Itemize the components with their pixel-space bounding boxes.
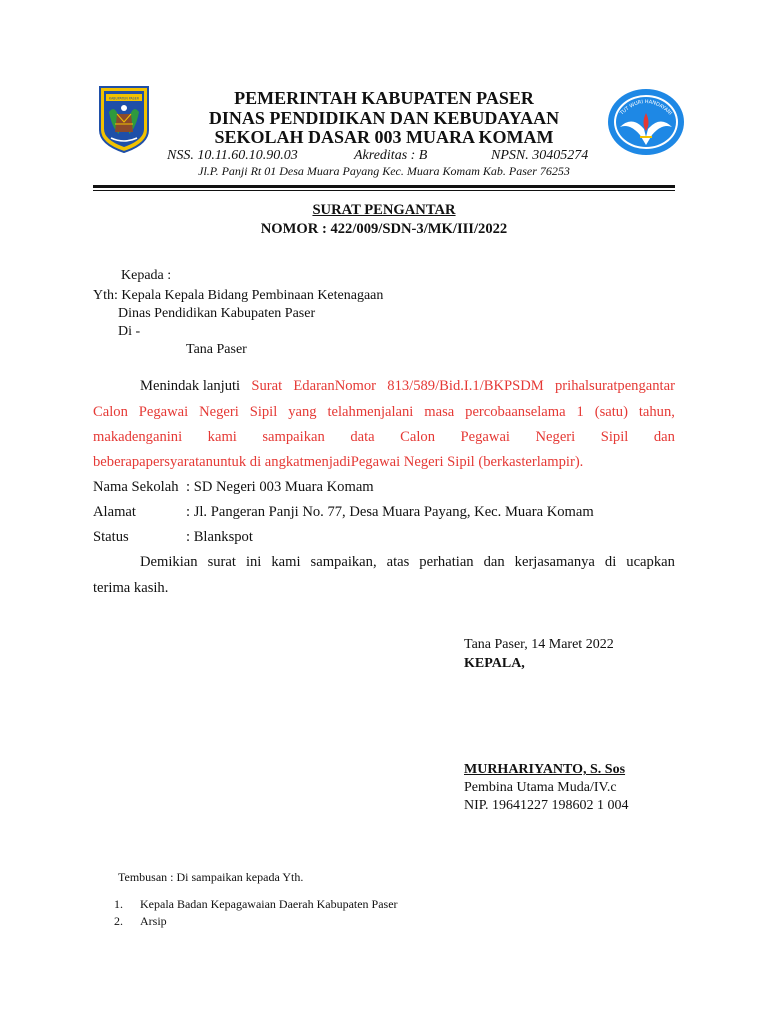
body-line-1 xyxy=(140,374,675,399)
npsn-number: NPSN. 30405274 xyxy=(491,148,589,163)
body-word: 813/589/Bid.I.1/BKPSDM xyxy=(387,378,544,394)
closing-word: ini xyxy=(245,554,262,570)
body-word: Surat xyxy=(251,378,283,394)
closing-word: atas xyxy=(386,554,410,570)
body-word: tahun, xyxy=(638,404,675,420)
akreditas: Akreditas : B xyxy=(354,148,428,163)
body-word: dan xyxy=(653,429,675,445)
closing-word: Demikian xyxy=(140,554,198,570)
closing-word: perhatian xyxy=(419,554,474,570)
school-address: Jl.P. Panji Rt 01 Desa Muara Payang Kec. Muara Komam Kab. Paser 76253 xyxy=(198,164,570,178)
school-status-label: Status xyxy=(93,529,129,545)
header-line-2: DINAS PENDIDIKAN DAN KEBUDAYAAN xyxy=(208,108,560,128)
signer-rank: Pembina Utama Muda/IV.c xyxy=(464,780,617,795)
body-word: Negeri xyxy=(535,429,576,445)
closing-word: sampaikan, xyxy=(310,554,377,570)
recipient-yth: Yth: Kepala Kepala Bidang Pembinaan Ketenagaan xyxy=(93,288,384,303)
letter-number: NOMOR : 422/009/SDN-3/MK/III/2022 xyxy=(260,221,508,237)
closing-word: dan xyxy=(483,554,505,570)
body-word: makadenganini xyxy=(93,429,183,445)
logo-banner-text: KABUPATEN PASER xyxy=(109,96,139,101)
school-name-label: Nama Sekolah xyxy=(93,479,179,495)
kepada-label: Kepada : xyxy=(121,268,172,283)
header-line-1: PEMERINTAH KABUPATEN PASER xyxy=(234,88,534,108)
letter-heading: SURAT PENGANTAR xyxy=(312,202,456,218)
signer-role: KEPALA, xyxy=(464,656,525,671)
body-word: prihalsuratpengantar xyxy=(555,378,675,394)
school-status-value: : Blankspot xyxy=(186,529,253,545)
header-line-3: SEKOLAH DASAR 003 MUARA KOMAM xyxy=(214,127,554,147)
closing-word: kerjasamanya xyxy=(514,554,595,570)
recipient-di: Di - xyxy=(118,324,141,339)
school-name-value: : SD Negeri 003 Muara Komam xyxy=(186,479,374,495)
closing-line-1 xyxy=(140,550,675,575)
closing-word: di xyxy=(604,554,617,570)
body-intro: Menindak lanjuti xyxy=(140,378,241,394)
cc-item-text: Kepala Badan Kepagawaian Daerah Kabupaten Paser xyxy=(140,897,398,911)
logo-motto-text: TUT WURI HANDAYANI xyxy=(619,98,673,117)
body-line-3 xyxy=(93,425,675,450)
body-word: sampaikan xyxy=(262,429,325,445)
body-word: kami xyxy=(207,429,237,445)
school-address-label: Alamat xyxy=(93,504,136,520)
school-address-value: : Jl. Pangeran Panji No. 77, Desa Muara Payang, Kec. Muara Komam xyxy=(186,504,594,520)
body-word: Negeri xyxy=(199,404,239,420)
body-word: Calon xyxy=(400,429,436,445)
body-word: 1 xyxy=(576,404,584,420)
body-word: Calon xyxy=(93,404,128,420)
closing-word: surat xyxy=(207,554,236,570)
body-word: Sipil xyxy=(249,404,278,420)
body-word: Pegawai xyxy=(460,429,510,445)
closing-line-2: terima kasih. xyxy=(93,580,169,596)
signer-nip: NIP. 19641227 198602 1 004 xyxy=(464,798,629,813)
recipient-dept: Dinas Pendidikan Kabupaten Paser xyxy=(118,306,316,321)
body-word: EdaranNomor xyxy=(293,378,377,394)
signer-name: MURHARIYANTO, S. Sos xyxy=(464,762,626,777)
cc-item-text: Arsip xyxy=(140,914,167,928)
header-divider-thin xyxy=(93,190,675,191)
closing-word: kami xyxy=(271,554,301,570)
body-word: masa xyxy=(424,404,455,420)
body-line-2 xyxy=(93,400,675,425)
cc-item-number: 1. xyxy=(114,897,123,911)
place-date: Tana Paser, 14 Maret 2022 xyxy=(464,637,614,652)
closing-word: ucapkan xyxy=(626,554,675,570)
body-word: yang xyxy=(288,404,317,420)
cc-item-number: 2. xyxy=(114,914,123,928)
cc-intro: Tembusan : Di sampaikan kepada Yth. xyxy=(118,870,304,884)
body-line-4: beberapapersyaratanuntuk di angkatmenjadiPegawai Negeri Sipil (berkasterlampir). xyxy=(93,454,584,470)
body-word: (satu) xyxy=(594,404,628,420)
header-divider-thick xyxy=(93,185,675,188)
nss-number: NSS. 10.11.60.10.90.03 xyxy=(167,148,298,163)
body-word: data xyxy=(350,429,375,445)
recipient-place: Tana Paser xyxy=(186,342,247,357)
body-word: Sipil xyxy=(600,429,629,445)
body-word: Pegawai xyxy=(138,404,189,420)
body-word: percobaanselama xyxy=(465,404,566,420)
body-word: telahmenjalani xyxy=(327,404,414,420)
